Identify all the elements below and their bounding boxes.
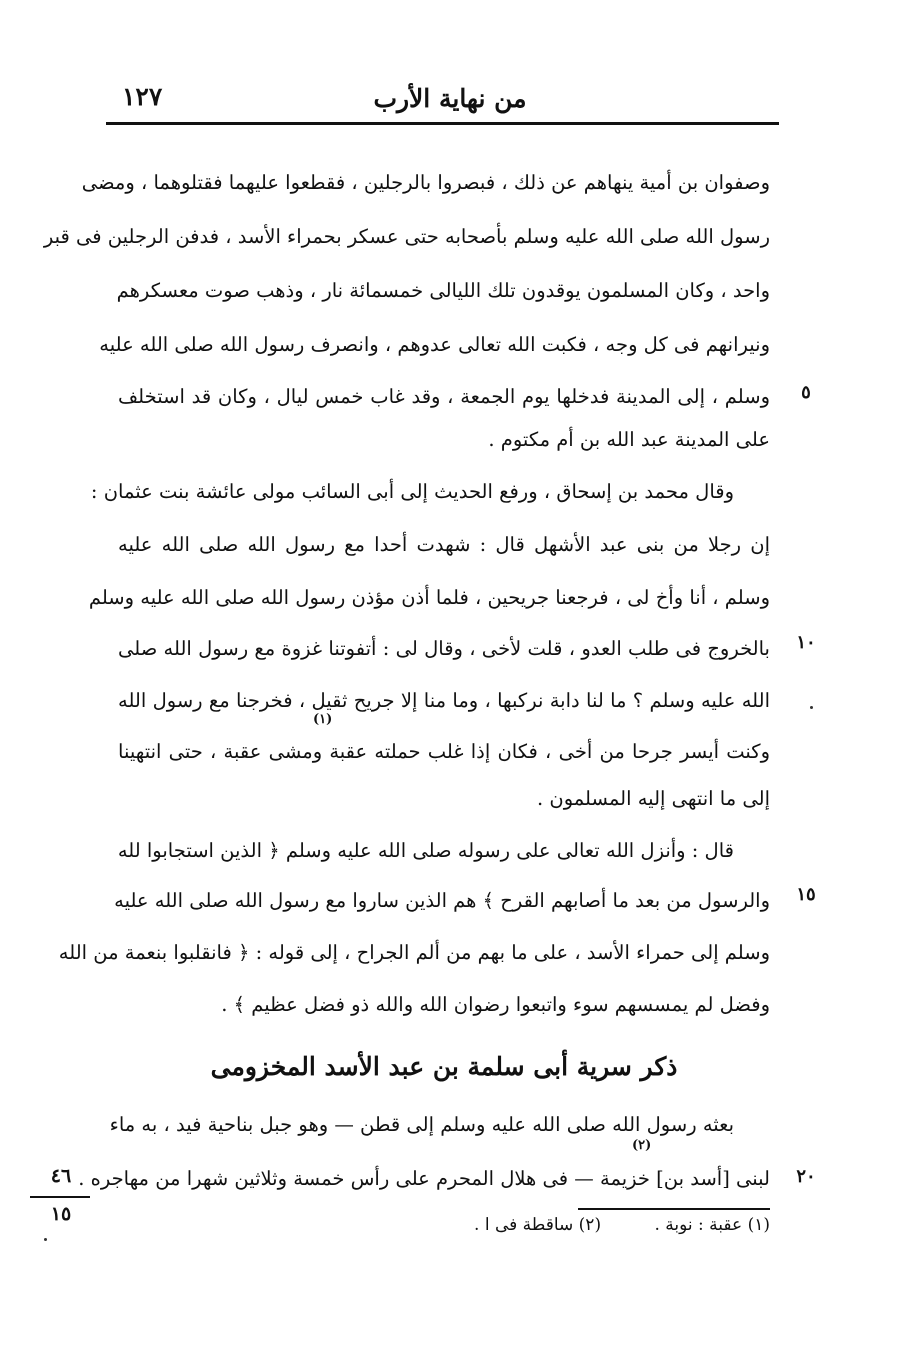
signature-number: ٤٦ bbox=[50, 1165, 72, 1187]
signature-divider bbox=[30, 1196, 90, 1198]
body-line: وسلم ، إلى المدينة فدخلها يوم الجمعة ، وقد غاب خمس ليال ، وكان قد استخلف bbox=[118, 385, 770, 408]
body-line: قال : وأنزل الله تعالى على رسوله صلى الله عليه وسلم ﴿ الذين استجابوا لله bbox=[117, 839, 734, 862]
footnote: (١) عقبة : نوبة . bbox=[654, 1215, 770, 1235]
body-line: وكنت أيسر جرحا من أخى ، فكان إذا غلب حملته عقبة ومشى عقبة ، حتى انتهينا bbox=[118, 740, 770, 763]
page-number: ١٢٧ bbox=[122, 82, 163, 111]
body-line: والرسول من بعد ما أصابهم القرح ﴾ هم الذين ساروا مع رسول الله صلى الله عليه bbox=[114, 889, 770, 912]
body-line: الله عليه وسلم ؟ ما لنا دابة نركبها ، وما منا إلا جريح ثقيل ، فخرجنا مع رسول الله bbox=[118, 689, 770, 712]
scan-speck bbox=[44, 1238, 47, 1241]
footnote-marker: (١) bbox=[313, 712, 333, 727]
body-line: إلى ما انتهى إليه المسلمون . bbox=[536, 787, 770, 810]
line-number: ١٠ bbox=[796, 632, 816, 653]
body-line: على المدينة عبد الله بن أم مكتوم . bbox=[488, 428, 770, 451]
footnote-marker: (٢) bbox=[632, 1138, 652, 1153]
signature-number: ١٥ bbox=[50, 1203, 72, 1225]
body-line: وفضل لم يمسسهم سوء واتبعوا رضوان الله والله ذو فضل عظيم ﴾ . bbox=[221, 993, 770, 1016]
header-divider bbox=[106, 122, 779, 125]
body-line: رسول الله صلى الله عليه وسلم بأصحابه حتى عسكر بحمراء الأسد ، فدفن الرجلين فى قبر bbox=[43, 225, 770, 248]
footnotes bbox=[330, 1210, 770, 1240]
body-line: بالخروج فى طلب العدو ، قلت لأخى ، وقال لى : أتفوتنا غزوة مع رسول الله صلى bbox=[118, 637, 770, 660]
footnote: (٢) ساقطة فى ا . bbox=[474, 1215, 602, 1235]
section-line: بعثه رسول الله صلى الله عليه وسلم إلى قطن — وهو جبل بناحية فيد ، به ماء bbox=[109, 1113, 734, 1136]
body-line: وصفوان بن أمية ينهاهم عن ذلك ، فبصروا بالرجلين ، فقطعوا عليهما فقتلوهما ، ومضى bbox=[81, 171, 770, 194]
line-number: ٢٠ bbox=[796, 1166, 816, 1187]
line-number: ٥ bbox=[801, 382, 811, 403]
body-line: وسلم ، أنا وأخ لى ، فرجعنا جريحين ، فلما أذن مؤذن رسول الله صلى الله عليه وسلم bbox=[88, 586, 770, 609]
body-line: وسلم إلى حمراء الأسد ، على ما بهم من ألم الجراح ، إلى قوله : ﴿ فانقلبوا بنعمة من الله bbox=[58, 941, 770, 964]
running-header-title: من نهاية الأرب bbox=[373, 84, 527, 113]
body-line: إن رجلا من بنى عبد الأشهل قال : شهدت أحدا مع رسول الله صلى الله عليه bbox=[118, 533, 770, 556]
section-line: لبنى [أسد بن] خزيمة — فى هلال المحرم على رأس خمسة وثلاثين شهرا من مهاجره . bbox=[78, 1167, 770, 1190]
section-heading: ذكر سرية أبى سلمة بن عبد الأسد المخزومى bbox=[210, 1052, 678, 1081]
body-line: واحد ، وكان المسلمون يوقدون تلك الليالى خمسمائة نار ، وذهب صوت معسكرهم bbox=[116, 279, 770, 302]
body-line: وقال محمد بن إسحاق ، ورفع الحديث إلى أبى السائب مولى عائشة بنت عثمان : bbox=[90, 480, 734, 503]
line-number: ١٥ bbox=[796, 884, 816, 905]
body-line: ونيرانهم فى كل وجه ، فكبت الله تعالى عدوهم ، وانصرف رسول الله صلى الله عليه bbox=[99, 333, 770, 356]
scan-speck bbox=[810, 706, 813, 709]
